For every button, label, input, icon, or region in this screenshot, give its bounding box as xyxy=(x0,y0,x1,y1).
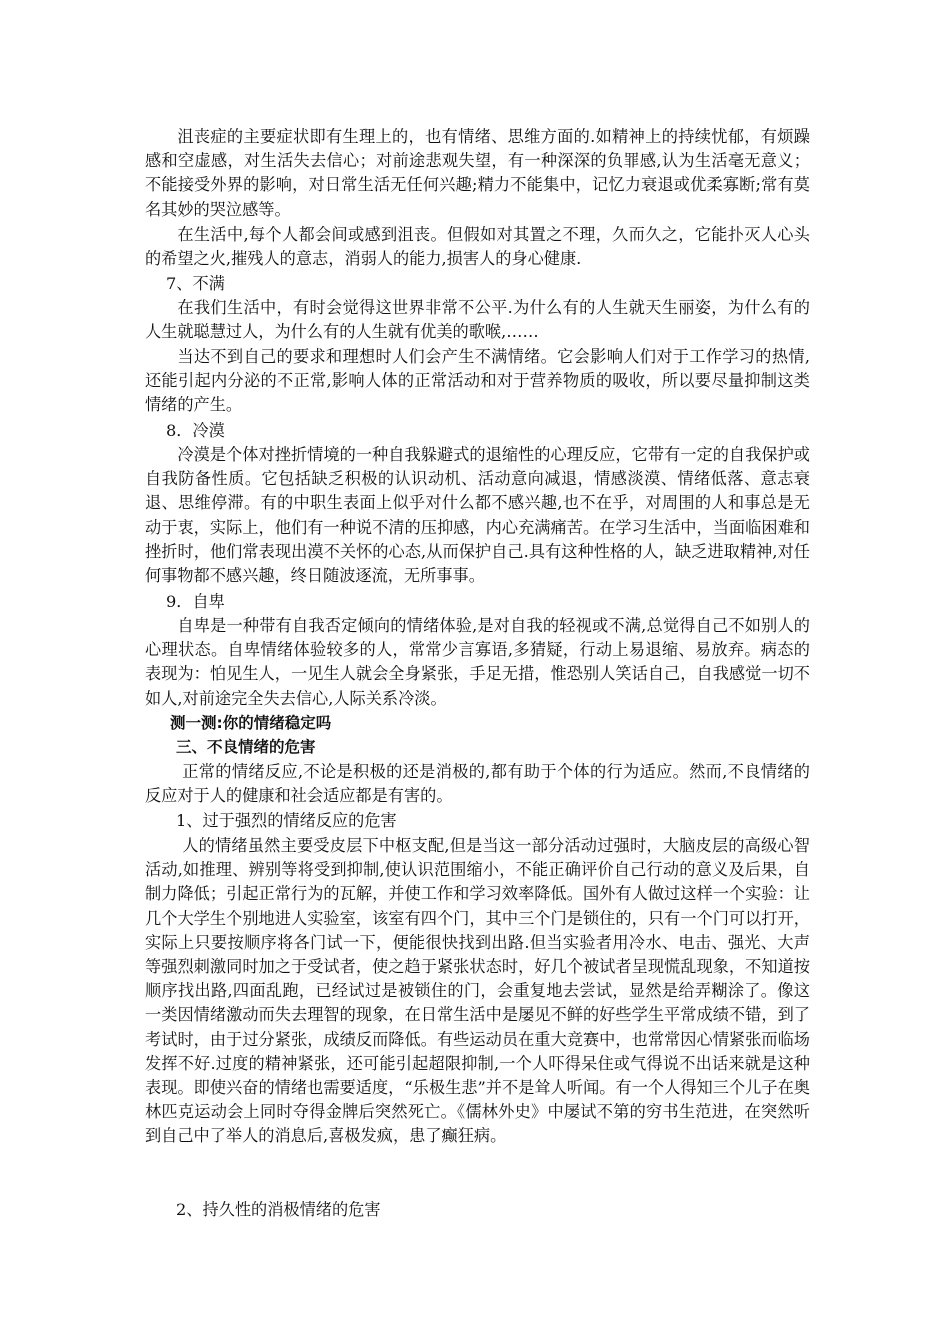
apathy-section xyxy=(145,443,810,588)
heading-harm-1: 1、过于强烈的情绪反应的危害 xyxy=(176,811,397,830)
paragraph-depression-life: 在生活中,每个人都会间或感到沮丧。但假如对其置之不理，久而久之，它能扑灭人心头的希望之火,摧残人的意志，消弱人的能力,损害人的身心健康. xyxy=(145,225,810,269)
dissatisfaction-heading-block xyxy=(145,272,810,296)
paragraph-depression-symptoms: 沮丧症的主要症状即有生理上的，也有情绪、思维方面的.如精神上的持续忧郁，有烦躁感和空虚感，对生活失去信心；对前途悲观失望，有一种深深的负罪感,认为生活毫无意义；不能接受外界的影响，对日常生活无任何兴趣;精力不能集中，记忆力衰退或优柔寡断;常有莫名其妙的哭泣感等。 xyxy=(145,127,810,219)
inferiority-heading-block xyxy=(145,590,810,614)
paragraph-apathy: 冷漠是个体对挫折情境的一种自我躲避式的退缩性的心理反应，它带有一定的自我保护或自我防备性质。它包括缺乏积极的认识动机、活动意向减退，情感淡漠、情绪低落、意志衰退、思维停滞。有的中职生表面上似乎对什么都不感兴趣,也不在乎，对周围的人和事总是无动于衷，实际上，他们有一种说不清的压抑感，内心充满痛苦。在学习生活中，当面临困难和挫折时，他们常表现出漠不关怀的心态,从而保护自己.具有这种性格的人，缺乏进取精神,对任何事物都不感兴趣，终日随波逐流，无所事事。 xyxy=(145,445,810,586)
inferiority-section xyxy=(145,614,810,711)
section-3-title-block xyxy=(145,735,810,759)
harm-1-heading-block xyxy=(145,809,810,833)
paragraph-dissatisfaction-2: 当达不到自己的要求和理想时人们会产生不满情绪。它会影响人们对于工作学习的热情,还能引起内分泌的不正常,影响人体的正常活动和对于营养物质的吸收，所以要尽量抑制这类情绪的产生。 xyxy=(145,347,810,415)
depression-symptoms-section xyxy=(145,125,810,222)
section-3-title: 三、不良情绪的危害 xyxy=(176,738,316,756)
dissatisfaction-section-2 xyxy=(145,345,810,418)
depression-life-section xyxy=(145,223,810,271)
harm-intro-section xyxy=(145,760,810,808)
apathy-heading-block xyxy=(145,419,810,443)
harm-2-heading-block xyxy=(145,1198,810,1222)
paragraph-inferiority: 自卑是一种带有自我否定倾向的情绪体验,是对自我的轻视或不满,总觉得自己不如别人的心理状态。自卑情绪体验较多的人，常常少言寡语,多猜疑，行动上易退缩、易放弃。病态的表现为：怕见生人，一见生人就会全身紧张，手足无措，惟恐别人笑话自己，自我感觉一切不如人,对前途完全失去信心,人际关系冷淡。 xyxy=(145,616,810,708)
paragraph-harm-1: 人的情绪虽然主要受皮层下中枢支配,但是当这一部分活动过强时，大脑皮层的高级心智活动,如推理、辨别等将受到抑制,使认识范围缩小，不能正确评价自己行动的意义及后果，自制力降低；引起正常行为的瓦解，并使工作和学习效率降低。国外有人做过这样一个实验：让几个大学生个别地进人实验室，该室有四个门，其中三个门是锁住的，只有一个门可以打开，实际上只要按顺序将各门试一下，便能很快找到出路.但当实验者用冷水、电击、强光、大声等强烈刺激同时加之于受试者，使之趋于紧张状态时，好几个被试者呈现慌乱现象，不知道按顺序找出路,四面乱跑，已经试过是被锁住的门，会重复地去尝试，显然是给弄糊涂了。像这一类因情绪激动而失去理智的现象，在日常生活中是屡见不鲜的好些学生平常成绩不错，到了考试时，由于过分紧张，成绩反而降低。有些运动员在重大竞赛中，也常常因心情紧张而临场发挥不好.过度的精神紧张，还可能引起超限抑制,一个人吓得呆住或气得说不出话来就是这种表现。即使兴奋的情绪也需要适度，“乐极生悲”并不是耸人听闻。有一个人得知三个儿子在奥林匹克运动会上同时夺得金牌后突然死亡。《儒林外史》中屡试不第的穷书生范进，在突然听到自己中了举人的消息后,喜极发疯，患了癫狂病。 xyxy=(145,836,810,1146)
test-title: 测一测:你的情绪稳定吗 xyxy=(170,714,332,732)
heading-dissatisfaction: 7、不满 xyxy=(166,274,225,293)
heading-apathy: 8．冷漠 xyxy=(166,421,225,440)
heading-harm-2: 2、持久性的消极情绪的危害 xyxy=(176,1200,381,1219)
harm-1-section xyxy=(145,834,810,1149)
heading-inferiority: 9．自卑 xyxy=(166,592,225,611)
paragraph-dissatisfaction-1: 在我们生活中，有时会觉得这世界非常不公平.为什么有的人生就天生丽姿，为什么有的人生就聪慧过人，为什么有的人生就有优美的歌喉,…… xyxy=(145,298,810,342)
test-title-block xyxy=(145,711,810,735)
paragraph-harm-intro: 正常的情绪反应,不论是积极的还是消极的,都有助于个体的行为适应。然而,不良情绪的反应对于人的健康和社会适应都是有害的。 xyxy=(145,762,810,806)
dissatisfaction-section-1 xyxy=(145,296,810,344)
